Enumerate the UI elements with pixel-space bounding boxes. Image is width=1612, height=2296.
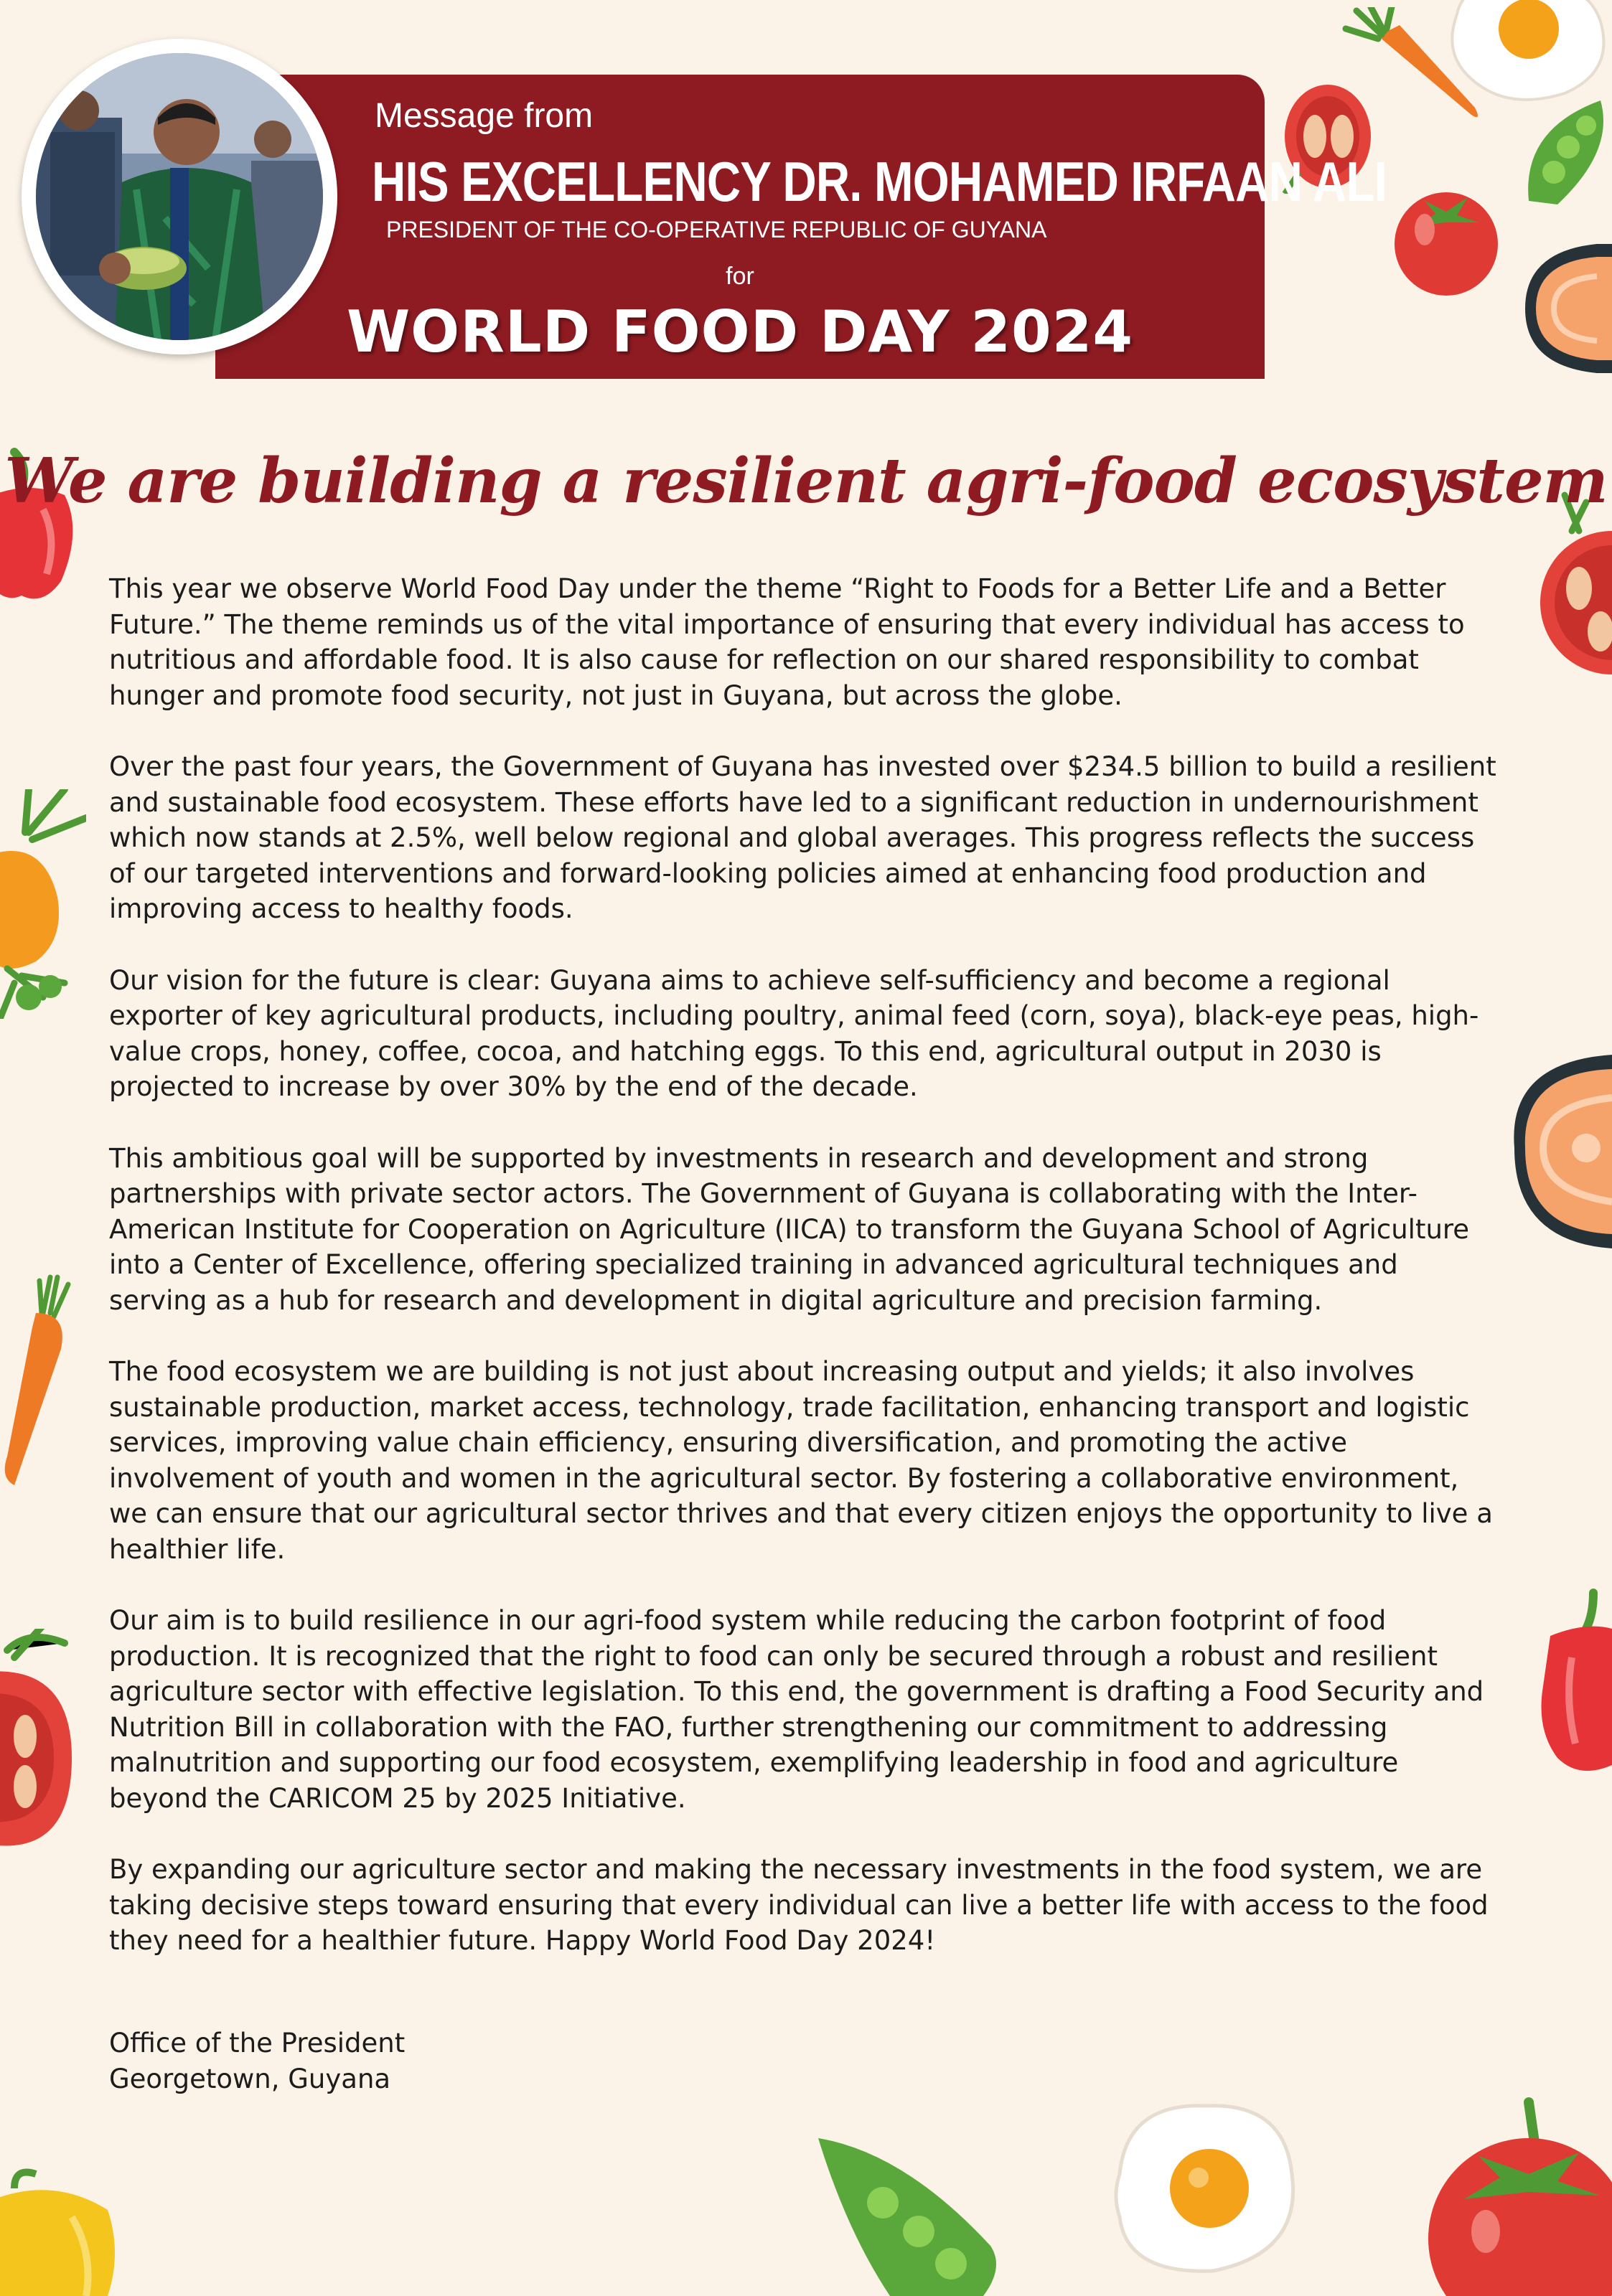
tomato-icon (1407, 2088, 1612, 2296)
for-label: for (726, 263, 754, 290)
paragraph: By expanding our agriculture sector and making the necessary investments in the food system, we are taking decisive steps toward ensuring that every individual can live a better life with access to the food they need for a healthier future. Happy World Food Day 2024! (109, 1854, 1489, 1956)
tomato-icon (1382, 172, 1511, 301)
fried-egg-icon (1098, 2095, 1306, 2282)
salmon-steak-icon (1500, 1048, 1612, 1256)
signature (109, 2026, 405, 2097)
president-photo (22, 39, 337, 354)
message-body (109, 571, 1501, 1995)
paragraph: This ambitious goal will be supported by investments in research and development and strong partnerships with private sector actors. The Government of Guyana is collaborating with the Inter-American Institute for Cooperation on Agriculture (IICA) to transform the Guyana School of Agriculture into a Center of Excellence, offering specialized training in advanced agricultural techniques and serving as a hub for research and development in digital agriculture and precision farming. (109, 1142, 1470, 1316)
headline: We are building a resilient agri-food ecosystem (4, 445, 1608, 517)
carrot-icon (0, 1270, 79, 1485)
paragraph: Over the past four years, the Government of Guyana has invested over $234.5 billion to build a resilient and sustainable food ecosystem. These efforts have led to a significant reduction in undernourishment which now stands at 2.5%, well below regional and global averages. This progress reflects the success of our targeted interventions and forward-looking policies aimed at enhancing food production and improving access to healthy foods. (109, 751, 1496, 924)
tomato-slice-icon (0, 1629, 79, 1866)
onion-icon (0, 789, 86, 1019)
president-name: HIS EXCELLENCY DR. MOHAMED IRFAAN ALI (372, 150, 1387, 213)
signature-location: Georgetown, Guyana (109, 2063, 391, 2094)
message-from-label: Message from (375, 97, 594, 135)
header-banner (215, 75, 1387, 379)
bell-pepper-icon (1522, 1586, 1612, 1779)
signature-office: Office of the President (109, 2028, 406, 2059)
photo-illustration (36, 53, 323, 340)
paragraph: Our aim is to build resilience in our agri-food system while reducing the carbon footprint of food production. It is recognized that the right to food can only be secured through a robust and resilient agriculture sector with effective legislation. To this end, the government is drafting a Food Security and Nutrition Bill in collaboration with the FAO, further strengthening our commitment to addressing malnutrition and supporting our food ecosystem, exemplifying leadership in food and agriculture beyond the CARICOM 25 by 2025 Initiative. (109, 1605, 1484, 1814)
pea-pod-icon (1514, 86, 1612, 208)
paragraph: The food ecosystem we are building is not just about increasing output and yields; it also involves sustainable production, market access, technology, trade facilitation, enhancing transport and logistic services, improving value chain efficiency, ensuring diversification, and promoting the active involvement of youth and women in the agricultural sector. By fostering a collaborative environment, we can ensure that our agricultural sector thrives and that every citizen enjoys the opportunity to live a healthier life. (109, 1356, 1493, 1565)
paragraph: Our vision for the future is clear: Guyana aims to achieve self-sufficiency and become a regional exporter of key agricultural products, including poultry, animal feed (corn, soya), black-eye peas, high-value crops, honey, coffee, cocoa, and hatching eggs. To this end, agricultural output in 2030 is projected to increase by over 30% by the end of the decade. (109, 964, 1479, 1102)
yellow-pepper-icon (0, 2160, 122, 2296)
paragraph: This year we observe World Food Day under the theme “Right to Foods for a Better Life and a Better Future.” The theme reminds us of the vital importance of ensuring that every individual has access to nutritious and affordable food. It is also cause for reflection on our shared responsibility to combat hunger and promote food security, not just in Guyana, but across the globe. (109, 573, 1465, 711)
salmon-steak-icon (1511, 237, 1612, 380)
pea-pod-icon (804, 2124, 1019, 2296)
event-title: WORLD FOOD DAY 2024 (346, 298, 1134, 365)
president-title: PRESIDENT OF THE CO-OPERATIVE REPUBLIC OF GUYANA (386, 217, 1047, 243)
